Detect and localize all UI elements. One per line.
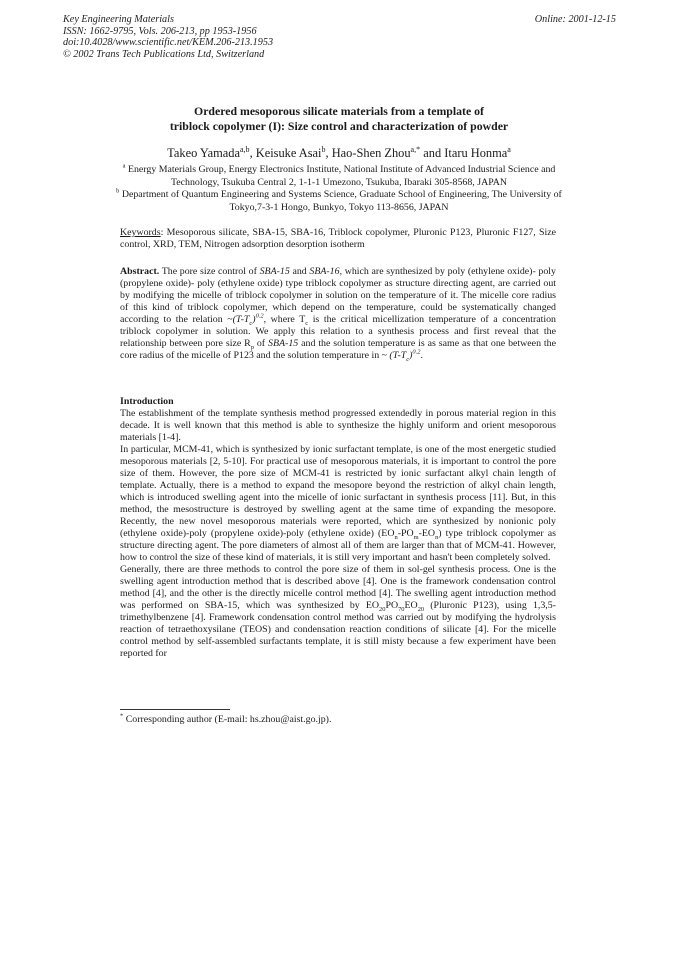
title-line-2: triblock copolymer (I): Size control and characterization of powder [169,119,509,133]
author-list [80,146,598,161]
scaling-relation: $(T-T_c)^{0.2}$ [232,312,264,327]
footnote [120,714,331,726]
affiliations [110,164,568,214]
footnote-divider [120,709,230,710]
paragraph: The establishment of the template synthesis method progressed extendedly in porous material region in this decade. It is well known that this method is able to synthesize the highly uniform and orient mesoporous materials [1-4]. [120,408,556,443]
footnote-text: Corresponding author (E-mail: hs.zhou@aist.go.jp). [123,714,332,725]
abstract: Abstract. The pore size control of SBA-15 and SBA-16, which are synthesized by poly (ethylene oxide)- poly (propylene oxide)- poly (ethylene oxide) type triblock copolymer as structure directing agent, are carried out by modifying the micelle of triblock copolymer in solution on the temperature of it. The micelle core radius of this kind of triblock copolymer, which depend on the temperature, could be systematically changed according to the relation $\sim(T-T_c)^{0.2}$, where $T_c$ is the critical micellization temperature of a concentration triblock copolymer in solution. We apply this relation to a synthesis process and first reveal that the relationship between pore size $R_p$ of SBA-15 and the solution temperature is as same as that one between the core radius of the micelle of P123 and the solution temperature in ~ $(T-T_c)^{0.2}$. [120,266,556,363]
keywords-label: Keywords [120,227,161,238]
title-line-1: Ordered mesoporous silicate materials from a template of [194,104,484,118]
affiliation-a: $^a$ Energy Materials Group, Energy Electronics Institute, National Institute of Advanced Industrial Science and Technology, Tsukuba Central 2, 1-1-1 Umezono, Tsukuba, Ibaraki 305-8568, JAPAN [122,162,556,188]
online-date: Online: 2001-12-15 [534,14,616,25]
author-separator: , [249,146,256,160]
journal-name: Key Engineering Materials [63,14,174,25]
author-name: Hao-Shen Zhou [331,146,411,160]
paper-title [100,104,578,134]
author-affil-mark: b [321,144,326,154]
affiliation-b: $^b$ Department of Quantum Engineering and Systems Science, Graduate School of Engineering, The University of Tokyo,7-3-1 Hongo, Bunkyo, Tokyo 113-8656, JAPAN [116,187,562,213]
section-heading: Introduction [120,396,174,407]
author-affil-mark: a,b [239,144,250,154]
footnote-mark: * [120,712,124,720]
copyright-line: © 2002 Trans Tech Publications Ltd, Switzerland [63,48,265,60]
journal-header [63,14,273,60]
author-separator: and [420,146,445,160]
author-name: Takeo Yamada [167,146,240,160]
keywords [120,227,556,251]
keywords-text: : Mesoporous silicate, SBA-15, SBA-16, Triblock copolymer, Pluronic P123, Pluronic F127, Size control, XRD, TEM, Nitrogen adsorption desorption isotherm [120,227,556,250]
author-affil-mark: a [507,144,511,154]
paragraph: In particular, MCM-41, which is synthesized by ionic surfactant template, is one of the most energetic studied mesoporous materials [2, 5-10]. For practical use of mesoporous materials, it is important to control the pore size of them. However, the pore size of MCM-41 is restricted by ionic surfactant alkyl chain length of template. Actually, there is a method to expand the mesopore beyond the restriction of alkyl chain length, which is introduced swelling agent into the micelle of ionic surfactant in synthesis process [11]. But, in this method, the mesostructure is destroyed by swelling agent at the same time of expanding the mesopore. Recently, the new novel mesoporous materials were reported, which are synthesized by nonionic poly (ethylene oxide)-poly (propylene oxide)-poly (ethylene oxide) $(EO_n-PO_m-EO_n)$ type triblock copolymer as structure directing agent. The pore diameters of almost all of them are larger than that of MCM-41. However, how to control the size of these kind of materials, it is still very important and hasn't been completely solved. [120,444,556,563]
author-affil-mark: a,* [410,144,421,154]
author-separator: , [325,146,332,160]
abstract-label: Abstract. [120,266,160,277]
author-name: Itaru Honma [444,146,508,160]
author-name: Keisuke Asai [255,146,322,160]
corresponding-author-mark: * [416,144,421,154]
paragraph: Generally, there are three methods to control the pore size of them in sol-gel synthesis process. One is the swelling agent introduction method that is described above [4]. One is the framework condensation control method [4], and the other is the directly micelle control method [4]. The swelling agent introduction method was performed on SBA-15, which was synthesized by $EO_{20}PO_{70}EO_{20}$ (Pluronic P123), using 1,3,5-trimethylbenzene [4]. Framework condensation control method was carried out by modifying the hydrolysis reaction of tetraethoxysilane (TEOS) and condensation reaction conditions of silicate [4]. For the micelle control method by self-assembled surfactants template, it is still misty because a few experiment have been reported for [120,564,556,659]
scaling-relation: $(T-T_c)^{0.2}$ [389,348,421,363]
issn-line: ISSN: 1662-9795, Vols. 206-213, pp 1953-1956 [63,25,257,37]
doi-link[interactable]: doi:10.4028/www.scientific.net/KEM.206-213.1953 [63,37,274,48]
introduction-section [120,396,556,660]
